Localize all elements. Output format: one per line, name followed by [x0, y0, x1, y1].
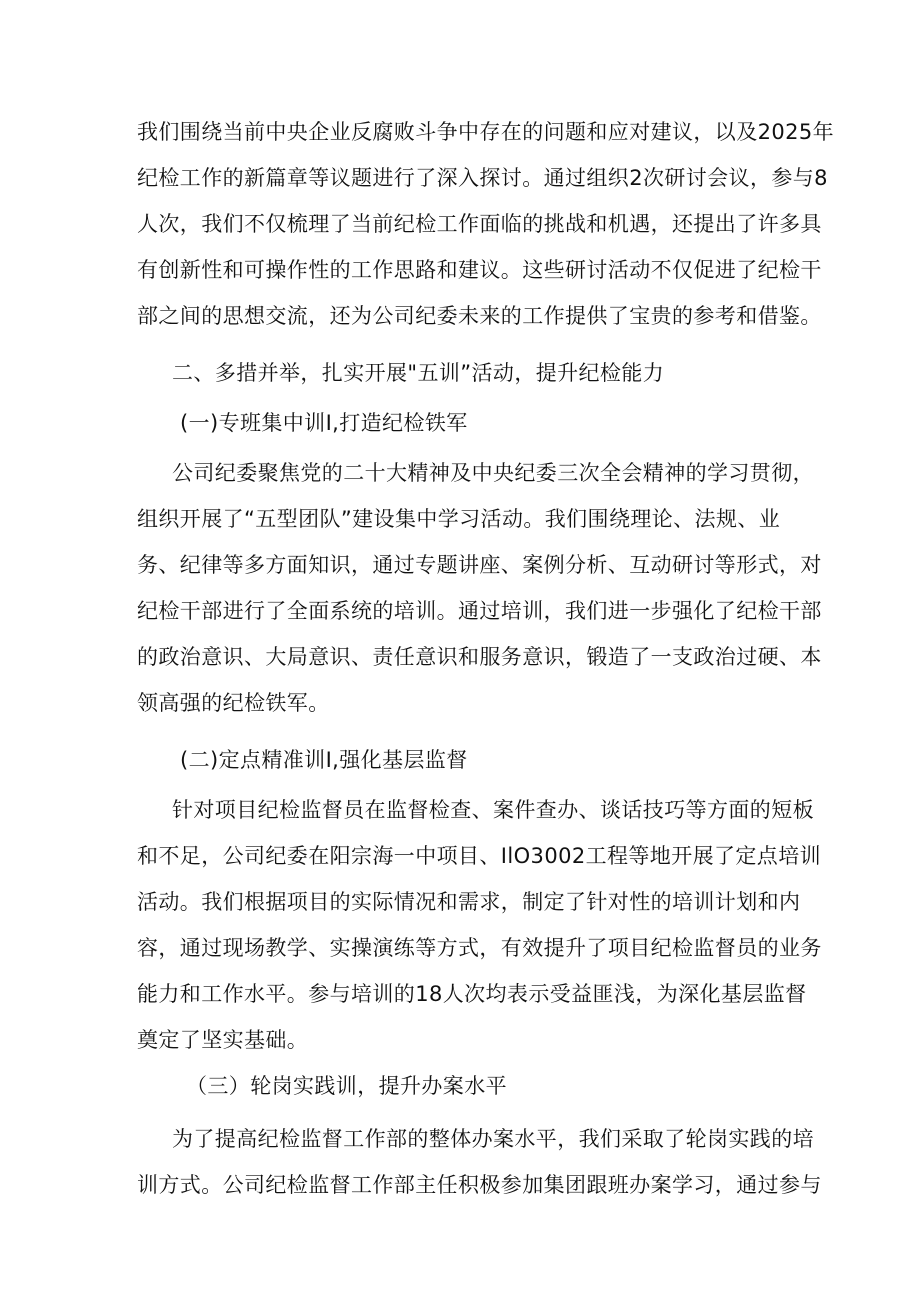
paragraph-line: 和不足，公司纪委在阳宗海一中项目、IlO3002工程等地开展了定点培训	[137, 844, 821, 868]
paragraph-line: 能力和工作水平。参与培训的18人次均表示受益匪浅，为深化基层监督	[137, 982, 807, 1006]
paragraph-line: 活动。我们根据项目的实际情况和需求，制定了针对性的培训计划和内	[137, 890, 801, 914]
paragraph-line: 的政治意识、大局意识、责任意识和服务意识，锻造了一支政治过硬、本	[137, 645, 822, 669]
subsection-heading: (一)专班集中训I,打造纪检铁军	[180, 411, 468, 435]
paragraph-line: 有创新性和可操作性的工作思路和建议。这些研讨活动不仅促进了纪检干	[137, 258, 822, 282]
paragraph-line: 训方式。公司纪检监督工作部主任积极参加集团跟班办案学习，通过参与	[137, 1173, 822, 1197]
paragraph-line: 容，通过现场教学、实操演练等方式，有效提升了项目纪检监督员的业务	[137, 936, 822, 960]
paragraph-line: 人次，我们不仅梳理了当前纪检工作面临的挑战和机遇，还提出了许多具	[137, 212, 822, 236]
paragraph-line: 务、纪律等多方面知识，通过专题讲座、案例分析、互动研讨等形式，对	[137, 553, 822, 577]
paragraph-line: 为了提高纪检监督工作部的整体办案水平，我们采取了轮岗实践的培	[172, 1127, 814, 1151]
paragraph-line: 我们围绕当前中央企业反腐败斗争中存在的问题和应对建议，以及2025年	[137, 120, 835, 144]
paragraph-line: 部之间的思想交流，还为公司纪委未来的工作提供了宝贵的参考和借鉴。	[137, 304, 822, 328]
subsection-heading: (二)定点精准训I,强化基层监督	[180, 748, 468, 772]
paragraph-line: 奠定了坚实基础。	[137, 1028, 309, 1052]
paragraph-line: 针对项目纪检监督员在监督检查、案件查办、谈话技巧等方面的短板	[172, 798, 814, 822]
paragraph-line: 公司纪委聚焦党的二十大精神及中央纪委三次全会精神的学习贯彻，	[172, 461, 814, 485]
paragraph-line: 纪检干部进行了全面系统的培训。通过培训，我们进一步强化了纪检干部	[137, 599, 822, 623]
section-heading: 二、多措并举，扎实开展"五训”活动，提升纪检能力	[172, 361, 665, 385]
paragraph-line: 领高强的纪检铁军。	[137, 691, 330, 715]
paragraph-line: 纪检工作的新篇章等议题进行了深入探讨。通过组织2次研讨会议，参与8	[137, 166, 828, 190]
paragraph-line: 组织开展了“五型团队”建设集中学习活动。我们围绕理论、法规、业	[137, 507, 781, 531]
subsection-heading: （三）轮岗实践训，提升办案水平	[186, 1074, 507, 1098]
